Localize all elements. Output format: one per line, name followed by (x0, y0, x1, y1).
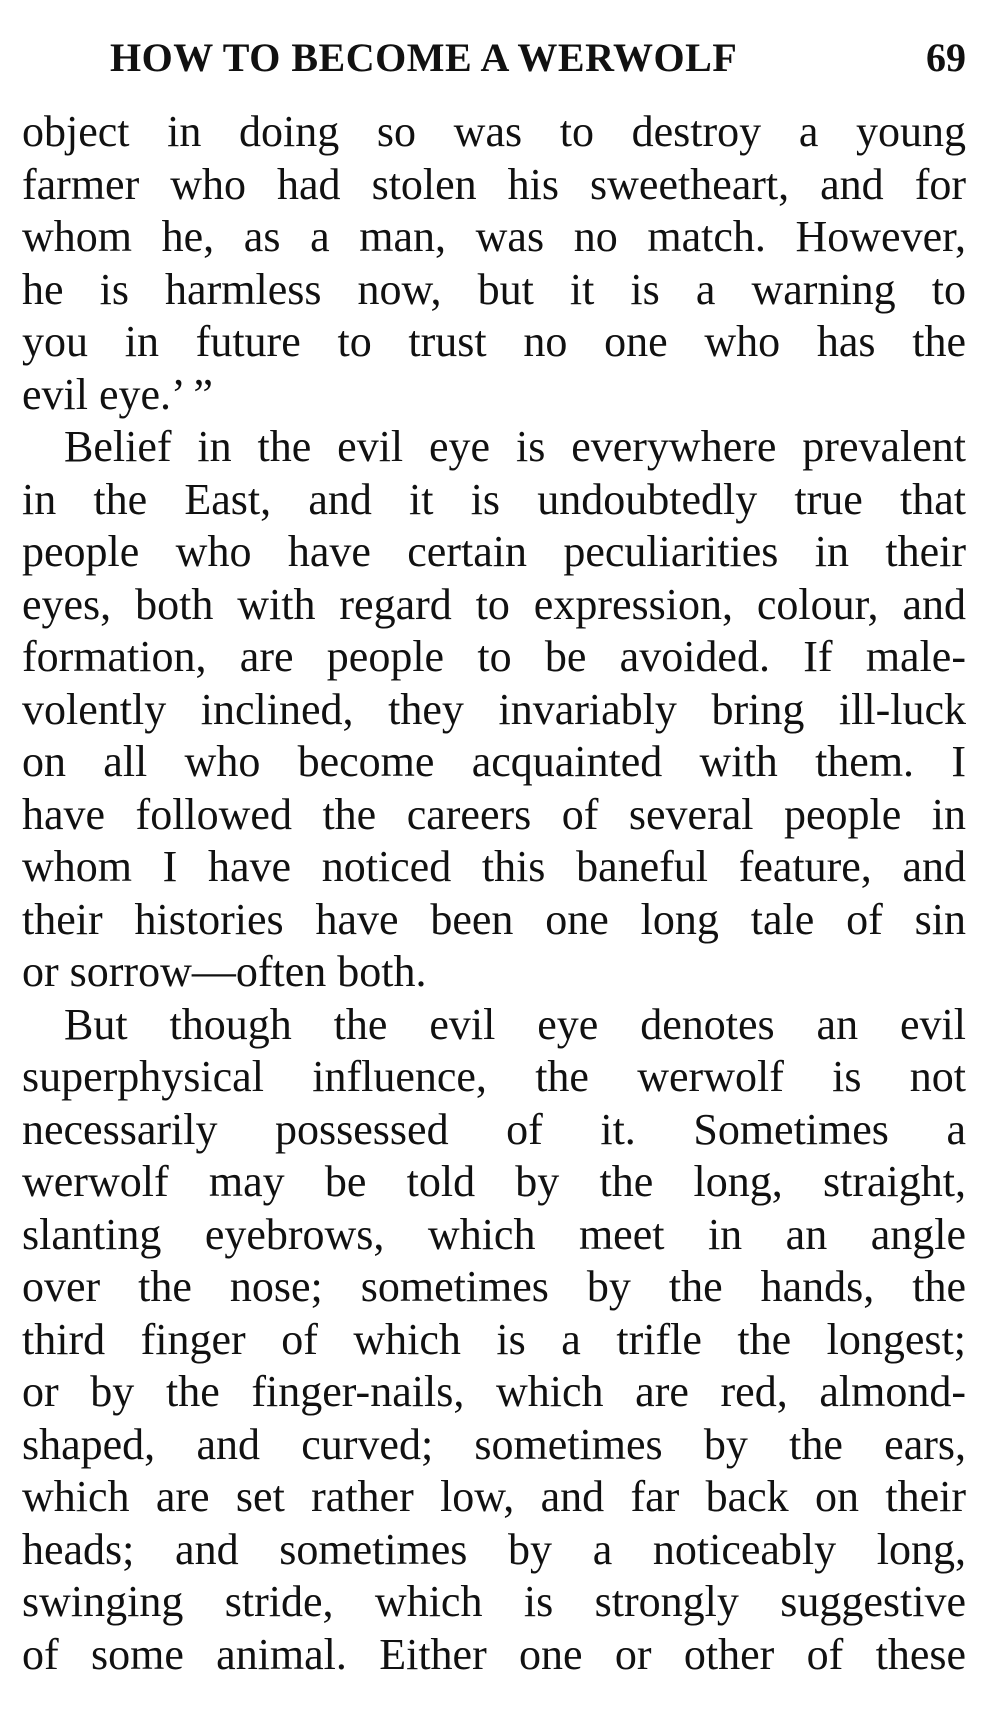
text-line: werwolf may be told by the long, straight, (22, 1157, 966, 1206)
text-line: people who have certain peculiarities in their (22, 527, 966, 576)
paragraph (22, 421, 966, 999)
text-line: of some animal. Either one or other of these (22, 1629, 966, 1679)
paragraph (22, 999, 966, 1682)
text-line: volently inclined, they invariably bring ill-luck (22, 684, 966, 734)
text-line: whom he, as a man, was no match. However, (22, 212, 966, 261)
text-line: superphysical influence, the werwolf is not (22, 1052, 966, 1101)
text-line: object in doing so was to destroy a young (22, 107, 966, 156)
text-line: or sorrow—often both. (22, 947, 427, 996)
text-line: Belief in the evil eye is everywhere prevalent (64, 422, 966, 471)
text-line: third finger of which is a trifle the longest; (22, 1314, 966, 1364)
text-line: formation, are people to be avoided. If male- (22, 632, 966, 681)
text-line: swinging stride, which is strongly suggestive (22, 1577, 966, 1626)
text-line: But though the evil eye denotes an evil (64, 999, 966, 1049)
text-line: he is harmless now, but it is a warning to (22, 264, 966, 314)
text-line: farmer who had stolen his sweetheart, and for (22, 159, 966, 209)
running-title: HOW TO BECOME A WERWOLF (110, 35, 738, 80)
text-line: shaped, and curved; sometimes by the ears, (22, 1419, 966, 1469)
text-line: evil eye.’ ” (22, 369, 213, 419)
paragraph (22, 106, 966, 421)
text-line: over the nose; sometimes by the hands, the (22, 1262, 966, 1311)
text-line: in the East, and it is undoubtedly true that (22, 474, 966, 524)
text-line: slanting eyebrows, which meet in an angle (22, 1209, 966, 1259)
text-line: whom I have noticed this baneful feature, and (22, 842, 966, 891)
text-line: their histories have been one long tale of sin (22, 894, 966, 944)
text-line: on all who become acquainted with them. I (22, 737, 966, 786)
body-text (22, 106, 966, 1681)
text-line: necessarily possessed of it. Sometimes a (22, 1104, 966, 1154)
text-line: or by the finger-nails, which are red, almond- (22, 1367, 966, 1416)
text-line: you in future to trust no one who has the (22, 317, 966, 366)
running-head (0, 28, 966, 88)
text-line: eyes, both with regard to expression, colour, and (22, 579, 966, 629)
text-line: heads; and sometimes by a noticeably long, (22, 1524, 966, 1574)
page-number: 69 (926, 35, 966, 80)
text-line: which are set rather low, and far back on their (22, 1472, 966, 1521)
text-line: have followed the careers of several people in (22, 789, 966, 839)
